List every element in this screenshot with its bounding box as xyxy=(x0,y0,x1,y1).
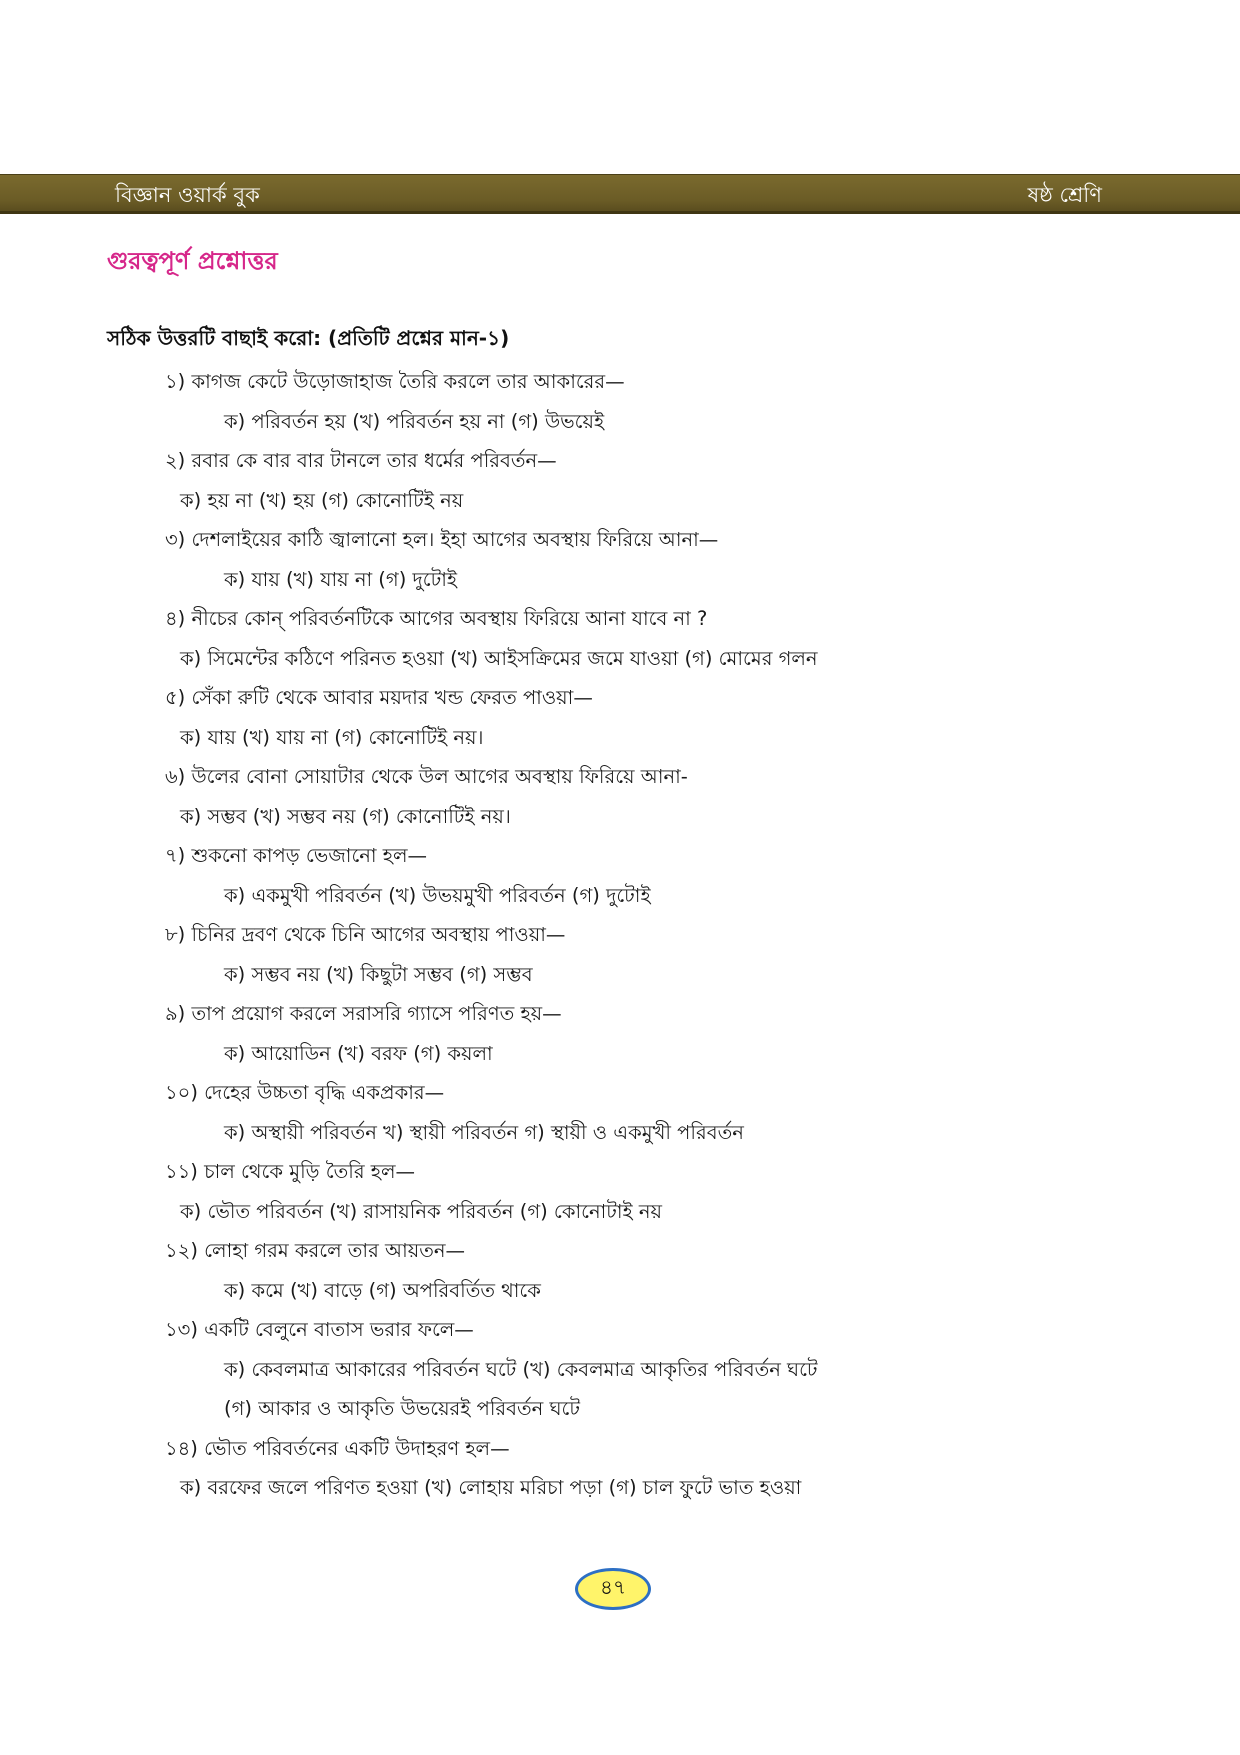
options-3: ক) যায় (খ) যায় না (গ) দুটোই xyxy=(224,567,458,591)
question-14: ১৪) ভৌত পরিবর্তনের একটি উদাহরণ হল— xyxy=(165,1436,510,1460)
question-7: ৭) শুকনো কাপড় ভেজানো হল— xyxy=(165,844,428,867)
options-11: ক) ভৌত পরিবর্তন (খ) রাসায়নিক পরিবর্তন (গ) কোনোটাই নয় xyxy=(180,1199,662,1223)
options-9: ক) আয়োডিন (খ) বরফ (গ) কয়লা xyxy=(224,1041,493,1065)
options-4: ক) সিমেন্টের কঠিণে পরিনত হওয়া (খ) আইসক্রিমের জমে যাওয়া (গ) মোমের গলন xyxy=(180,646,818,670)
options-14: ক) বরফের জলে পরিণত হওয়া (খ) লোহায় মরিচা পড়া (গ) চাল ফুটে ভাত হওয়া xyxy=(180,1476,802,1499)
options-5: ক) যায় (খ) যায় না (গ) কোনোটিই নয়। xyxy=(180,725,484,749)
options-6: ক) সম্ভব (খ) সম্ভব নয় (গ) কোনোটিই নয়। xyxy=(180,804,511,828)
options-13b: (গ) আকার ও আকৃতি উভয়েরই পরিবর্তন ঘটে xyxy=(224,1397,580,1420)
question-1: ১) কাগজ কেটে উড়োজাহাজ তৈরি করলে তার আকারের— xyxy=(165,370,625,393)
options-2: ক) হয় না (খ) হয় (গ) কোনোটিই নয় xyxy=(180,488,464,512)
question-5: ৫) সেঁকা রুটি থেকে আবার ময়দার খন্ড ফেরত পাওয়া— xyxy=(165,686,593,709)
options-10: ক) অস্থায়ী পরিবর্তন খ) স্থায়ী পরিবর্তন গ) স্থায়ী ও একমুখী পরিবর্তন xyxy=(224,1120,744,1144)
page-number: ৪৭ xyxy=(600,1574,626,1599)
question-11: ১১) চাল থেকে মুড়ি তৈরি হল— xyxy=(165,1160,416,1183)
instruction-text: সঠিক উত্তরটি বাছাই করো: (প্রতিটি প্রশ্নের মান-১) xyxy=(107,326,510,350)
options-7: ক) একমুখী পরিবর্তন (খ) উভয়মুখী পরিবর্তন (গ) দুটোই xyxy=(224,883,651,907)
question-list xyxy=(0,362,1240,1508)
question-6: ৬) উলের বোনা সোয়াটার থেকে উল আগের অবস্থায় ফিরিয়ে আনা- xyxy=(165,765,688,788)
options-13a: ক) কেবলমাত্র আকারের পরিবর্তন ঘটে (খ) কেবলমাত্র আকৃতির পরিবর্তন ঘটে xyxy=(224,1357,818,1381)
options-12: ক) কমে (খ) বাড়ে (গ) অপরিবর্তিত থাকে xyxy=(224,1278,541,1302)
question-3: ৩) দেশলাইয়ের কাঠি জ্বালানো হল। ইহা আগের অবস্থায় ফিরিয়ে আনা— xyxy=(165,528,719,551)
header-band xyxy=(0,174,1240,214)
question-4: ৪) নীচের কোন্ পরিবর্তনটিকে আগের অবস্থায় ফিরিয়ে আনা যাবে না ? xyxy=(165,607,708,630)
question-12: ১২) লোহা গরম করলে তার আয়তন— xyxy=(165,1239,466,1262)
section-title: গুরত্বপূর্ণ প্রশ্নোত্তর xyxy=(107,247,278,275)
question-13: ১৩) একটি বেলুনে বাতাস ভরার ফলে— xyxy=(165,1318,474,1341)
class-label: ষষ্ঠ শ্রেণি xyxy=(1027,183,1102,207)
options-8: ক) সম্ভব নয় (খ) কিছুটা সম্ভব (গ) সম্ভব xyxy=(224,962,533,986)
question-10: ১০) দেহের উচ্চতা বৃদ্ধি একপ্রকার— xyxy=(165,1081,445,1104)
options-1: ক) পরিবর্তন হয় (খ) পরিবর্তন হয় না (গ) উভয়েই xyxy=(224,409,605,433)
book-title: বিজ্ঞান ওয়ার্ক বুক xyxy=(115,183,260,207)
question-2: ২) রবার কে বার বার টানলে তার ধর্মের পরিবর্তন— xyxy=(165,449,557,472)
question-8: ৮) চিনির দ্রবণ থেকে চিনি আগের অবস্থায় পাওয়া— xyxy=(165,923,566,946)
page-number-badge xyxy=(575,1568,651,1610)
question-9: ৯) তাপ প্রয়োগ করলে সরাসরি গ্যাসে পরিণত হয়— xyxy=(165,1002,562,1025)
